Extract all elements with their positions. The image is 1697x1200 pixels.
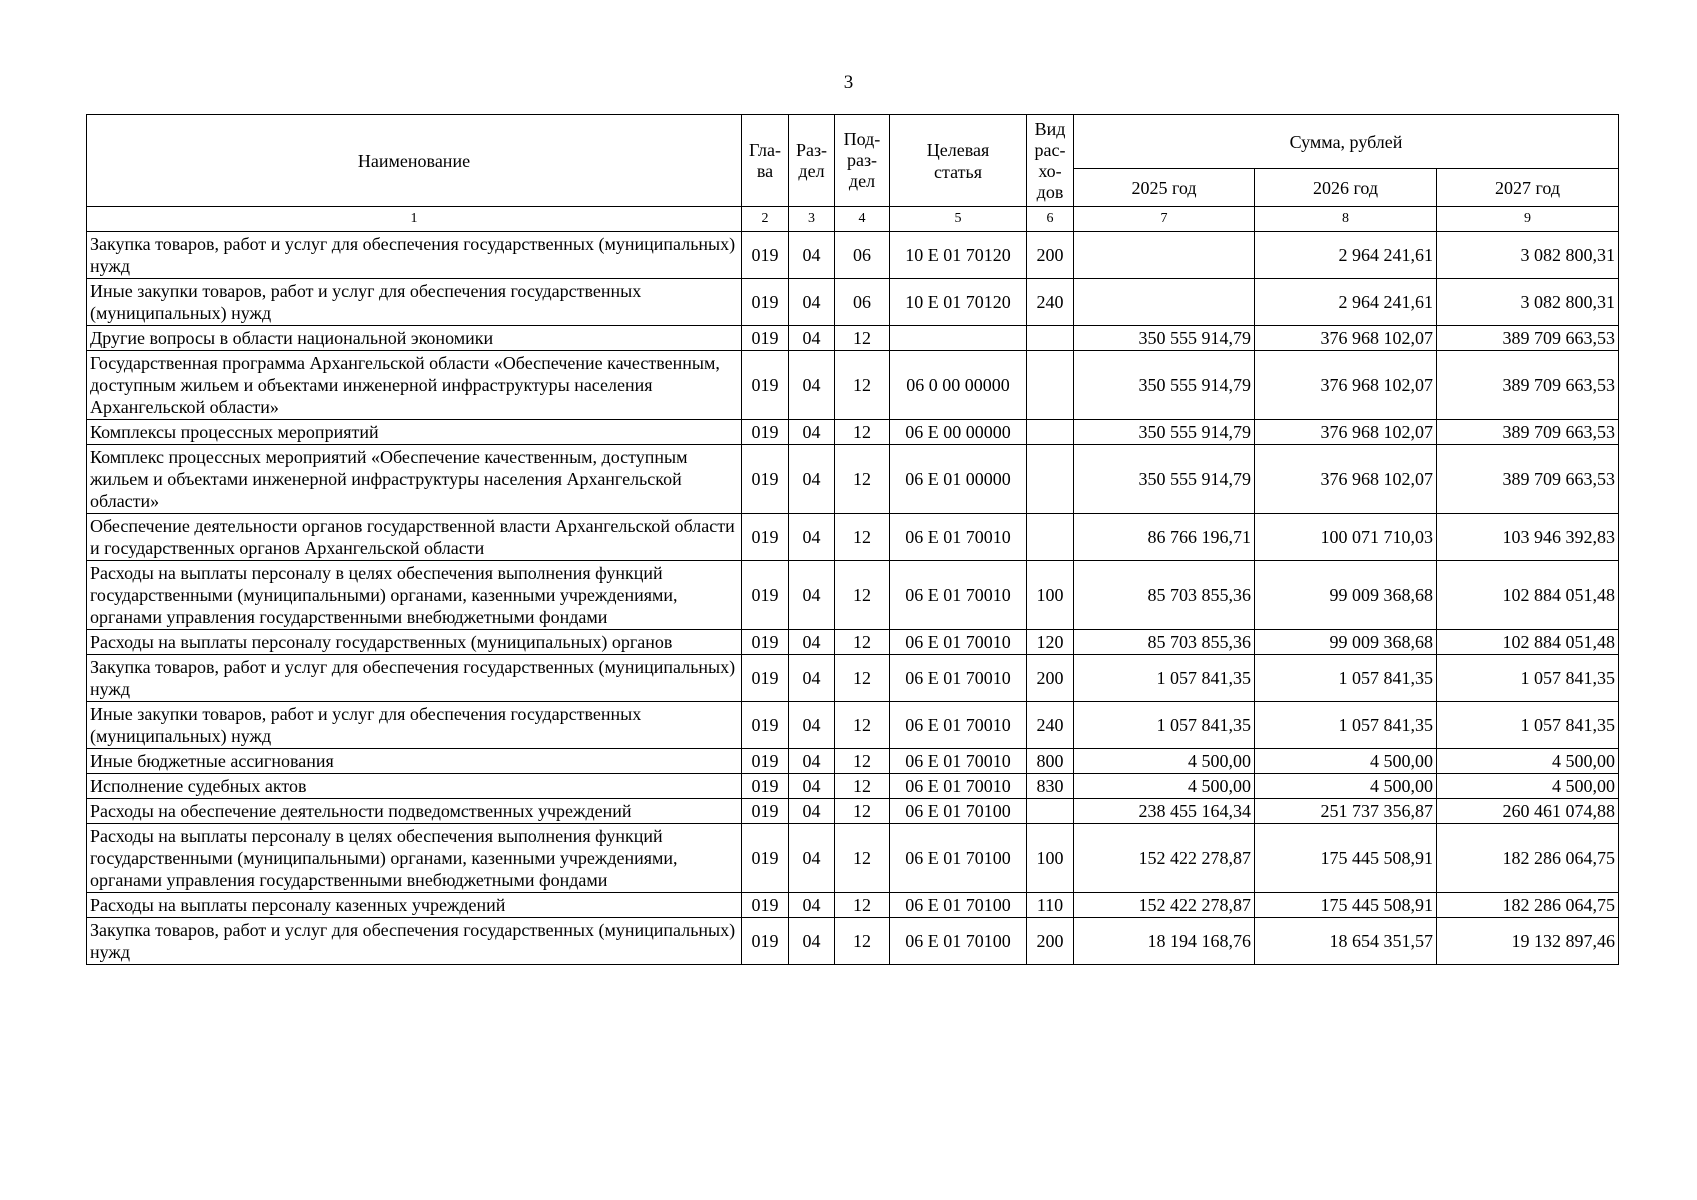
- row-target-article: [890, 326, 1027, 351]
- row-amount-2025: 152 422 278,87: [1074, 893, 1255, 918]
- column-number: 6: [1027, 207, 1074, 232]
- row-amount-2025: 152 422 278,87: [1074, 824, 1255, 893]
- row-amount-2027: 4 500,00: [1437, 749, 1619, 774]
- row-amount-2025: 350 555 914,79: [1074, 326, 1255, 351]
- row-amount-2026: 2 964 241,61: [1255, 279, 1437, 326]
- row-amount-2025: 86 766 196,71: [1074, 514, 1255, 561]
- table-row: [87, 893, 1619, 918]
- row-target-article: 10 Е 01 70120: [890, 232, 1027, 279]
- row-target-article: 06 Е 01 70010: [890, 702, 1027, 749]
- row-amount-2027: 1 057 841,35: [1437, 702, 1619, 749]
- row-amount-2027: 182 286 064,75: [1437, 824, 1619, 893]
- header-section: Раз- дел: [789, 115, 835, 207]
- header-expense-type: Вид рас- хо- дов: [1027, 115, 1074, 207]
- row-amount-2025: 238 455 164,34: [1074, 799, 1255, 824]
- budget-table: [86, 114, 1619, 965]
- row-subsection: 12: [835, 824, 890, 893]
- row-chapter: 019: [742, 824, 789, 893]
- row-name: Расходы на обеспечение деятельности подведомственных учреждений: [87, 799, 742, 824]
- row-name: Иные бюджетные ассигнования: [87, 749, 742, 774]
- row-expense-type: 200: [1027, 655, 1074, 702]
- row-subsection: 12: [835, 774, 890, 799]
- row-amount-2026: 2 964 241,61: [1255, 232, 1437, 279]
- row-amount-2026: 100 071 710,03: [1255, 514, 1437, 561]
- row-name: Другие вопросы в области национальной экономики: [87, 326, 742, 351]
- row-amount-2026: 175 445 508,91: [1255, 824, 1437, 893]
- row-amount-2026: 18 654 351,57: [1255, 918, 1437, 965]
- row-amount-2025: [1074, 279, 1255, 326]
- row-section: 04: [789, 774, 835, 799]
- row-amount-2025: 4 500,00: [1074, 774, 1255, 799]
- row-amount-2025: [1074, 232, 1255, 279]
- row-amount-2027: 182 286 064,75: [1437, 893, 1619, 918]
- row-target-article: 06 Е 01 70010: [890, 749, 1027, 774]
- header-sum: Сумма, рублей: [1074, 115, 1619, 169]
- row-name: Расходы на выплаты персоналу в целях обеспечения выполнения функций государственными (муниципальными) органами, казенными учреждениями, органами управления государственными внебюджетными фондами: [87, 824, 742, 893]
- row-chapter: 019: [742, 420, 789, 445]
- row-subsection: 12: [835, 655, 890, 702]
- table-row: [87, 630, 1619, 655]
- row-amount-2025: 85 703 855,36: [1074, 630, 1255, 655]
- table-row: [87, 799, 1619, 824]
- row-expense-type: 200: [1027, 232, 1074, 279]
- column-number: 4: [835, 207, 890, 232]
- row-expense-type: [1027, 326, 1074, 351]
- table-row: [87, 749, 1619, 774]
- row-subsection: 12: [835, 561, 890, 630]
- row-subsection: 12: [835, 351, 890, 420]
- row-chapter: 019: [742, 445, 789, 514]
- row-chapter: 019: [742, 232, 789, 279]
- row-target-article: 06 Е 01 70010: [890, 774, 1027, 799]
- row-amount-2026: 175 445 508,91: [1255, 893, 1437, 918]
- row-subsection: 12: [835, 749, 890, 774]
- row-chapter: 019: [742, 655, 789, 702]
- row-subsection: 12: [835, 420, 890, 445]
- row-section: 04: [789, 445, 835, 514]
- row-expense-type: 100: [1027, 561, 1074, 630]
- row-subsection: 12: [835, 514, 890, 561]
- row-name: Иные закупки товаров, работ и услуг для обеспечения государственных (муниципальных) нужд: [87, 279, 742, 326]
- row-amount-2026: 99 009 368,68: [1255, 630, 1437, 655]
- column-numbers-row: [87, 207, 1619, 232]
- row-chapter: 019: [742, 918, 789, 965]
- table-row: [87, 561, 1619, 630]
- table-row: [87, 918, 1619, 965]
- row-target-article: 06 Е 01 70010: [890, 514, 1027, 561]
- row-amount-2026: 99 009 368,68: [1255, 561, 1437, 630]
- row-amount-2027: 3 082 800,31: [1437, 232, 1619, 279]
- row-section: 04: [789, 918, 835, 965]
- header-name: Наименование: [87, 115, 742, 207]
- table-row: [87, 702, 1619, 749]
- row-section: 04: [789, 749, 835, 774]
- row-amount-2027: 389 709 663,53: [1437, 420, 1619, 445]
- column-number: 8: [1255, 207, 1437, 232]
- row-expense-type: 200: [1027, 918, 1074, 965]
- row-amount-2027: 3 082 800,31: [1437, 279, 1619, 326]
- row-section: 04: [789, 893, 835, 918]
- row-chapter: 019: [742, 702, 789, 749]
- row-section: 04: [789, 326, 835, 351]
- row-target-article: 06 Е 01 00000: [890, 445, 1027, 514]
- row-amount-2027: 389 709 663,53: [1437, 445, 1619, 514]
- row-target-article: 06 Е 01 70010: [890, 655, 1027, 702]
- row-chapter: 019: [742, 326, 789, 351]
- page-number: 3: [843, 72, 854, 93]
- column-number: 7: [1074, 207, 1255, 232]
- row-amount-2026: 376 968 102,07: [1255, 445, 1437, 514]
- row-target-article: 06 0 00 00000: [890, 351, 1027, 420]
- row-amount-2027: 1 057 841,35: [1437, 655, 1619, 702]
- row-name: Комплексы процессных мероприятий: [87, 420, 742, 445]
- row-expense-type: 120: [1027, 630, 1074, 655]
- row-chapter: 019: [742, 279, 789, 326]
- row-subsection: 06: [835, 279, 890, 326]
- row-chapter: 019: [742, 351, 789, 420]
- row-subsection: 12: [835, 918, 890, 965]
- row-target-article: 06 Е 01 70010: [890, 561, 1027, 630]
- row-amount-2026: 376 968 102,07: [1255, 420, 1437, 445]
- row-chapter: 019: [742, 630, 789, 655]
- row-target-article: 06 Е 01 70010: [890, 630, 1027, 655]
- table-row: [87, 514, 1619, 561]
- header-target-article: Целевая статья: [890, 115, 1027, 207]
- row-subsection: 06: [835, 232, 890, 279]
- table-body: [87, 232, 1619, 965]
- header-year-2025: 2025 год: [1074, 169, 1255, 207]
- row-section: 04: [789, 630, 835, 655]
- row-section: 04: [789, 351, 835, 420]
- row-expense-type: [1027, 514, 1074, 561]
- row-chapter: 019: [742, 799, 789, 824]
- row-amount-2026: 4 500,00: [1255, 749, 1437, 774]
- row-expense-type: 100: [1027, 824, 1074, 893]
- row-section: 04: [789, 824, 835, 893]
- row-amount-2027: 103 946 392,83: [1437, 514, 1619, 561]
- row-amount-2027: 4 500,00: [1437, 774, 1619, 799]
- row-amount-2026: 1 057 841,35: [1255, 702, 1437, 749]
- row-subsection: 12: [835, 702, 890, 749]
- row-section: 04: [789, 799, 835, 824]
- column-number: 5: [890, 207, 1027, 232]
- row-chapter: 019: [742, 749, 789, 774]
- column-number: 9: [1437, 207, 1619, 232]
- row-section: 04: [789, 279, 835, 326]
- row-name: Закупка товаров, работ и услуг для обеспечения государственных (муниципальных) нужд: [87, 232, 742, 279]
- row-amount-2027: 389 709 663,53: [1437, 351, 1619, 420]
- row-section: 04: [789, 514, 835, 561]
- row-amount-2025: 350 555 914,79: [1074, 420, 1255, 445]
- table-row: [87, 351, 1619, 420]
- row-target-article: 06 Е 00 00000: [890, 420, 1027, 445]
- row-name: Исполнение судебных актов: [87, 774, 742, 799]
- row-subsection: 12: [835, 630, 890, 655]
- row-name: Расходы на выплаты персоналу в целях обеспечения выполнения функций государственными (муниципальными) органами, казенными учреждениями, органами управления государственными внебюджетными фондами: [87, 561, 742, 630]
- row-section: 04: [789, 655, 835, 702]
- row-amount-2027: 102 884 051,48: [1437, 561, 1619, 630]
- row-amount-2027: 260 461 074,88: [1437, 799, 1619, 824]
- row-amount-2027: 19 132 897,46: [1437, 918, 1619, 965]
- row-subsection: 12: [835, 326, 890, 351]
- table-row: [87, 824, 1619, 893]
- row-amount-2026: 251 737 356,87: [1255, 799, 1437, 824]
- row-expense-type: [1027, 351, 1074, 420]
- row-amount-2026: 376 968 102,07: [1255, 326, 1437, 351]
- row-chapter: 019: [742, 774, 789, 799]
- row-amount-2027: 389 709 663,53: [1437, 326, 1619, 351]
- column-number: 2: [742, 207, 789, 232]
- row-name: Иные закупки товаров, работ и услуг для обеспечения государственных (муниципальных) нужд: [87, 702, 742, 749]
- row-name: Комплекс процессных мероприятий «Обеспечение качественным, доступным жильем и объектами инженерной инфраструктуры населения Архангельской области»: [87, 445, 742, 514]
- row-name: Расходы на выплаты персоналу государственных (муниципальных) органов: [87, 630, 742, 655]
- header-year-2026: 2026 год: [1255, 169, 1437, 207]
- row-section: 04: [789, 702, 835, 749]
- row-target-article: 06 Е 01 70100: [890, 824, 1027, 893]
- column-number: 1: [87, 207, 742, 232]
- row-amount-2025: 1 057 841,35: [1074, 655, 1255, 702]
- row-section: 04: [789, 561, 835, 630]
- row-subsection: 12: [835, 445, 890, 514]
- row-chapter: 019: [742, 893, 789, 918]
- row-expense-type: 240: [1027, 702, 1074, 749]
- column-number: 3: [789, 207, 835, 232]
- row-amount-2026: 1 057 841,35: [1255, 655, 1437, 702]
- row-target-article: 06 Е 01 70100: [890, 893, 1027, 918]
- row-expense-type: [1027, 799, 1074, 824]
- header-year-2027: 2027 год: [1437, 169, 1619, 207]
- table-row: [87, 445, 1619, 514]
- table-row: [87, 232, 1619, 279]
- table-row: [87, 420, 1619, 445]
- row-expense-type: 110: [1027, 893, 1074, 918]
- table-row: [87, 774, 1619, 799]
- header-subsection: Под- раз- дел: [835, 115, 890, 207]
- row-target-article: 10 Е 01 70120: [890, 279, 1027, 326]
- row-target-article: 06 Е 01 70100: [890, 918, 1027, 965]
- row-name: Закупка товаров, работ и услуг для обеспечения государственных (муниципальных) нужд: [87, 655, 742, 702]
- row-amount-2025: 4 500,00: [1074, 749, 1255, 774]
- row-amount-2027: 102 884 051,48: [1437, 630, 1619, 655]
- table-row: [87, 655, 1619, 702]
- row-expense-type: 240: [1027, 279, 1074, 326]
- header-chapter: Гла- ва: [742, 115, 789, 207]
- row-name: Расходы на выплаты персоналу казенных учреждений: [87, 893, 742, 918]
- table-row: [87, 279, 1619, 326]
- row-expense-type: [1027, 420, 1074, 445]
- row-subsection: 12: [835, 893, 890, 918]
- row-amount-2025: 350 555 914,79: [1074, 351, 1255, 420]
- row-expense-type: 830: [1027, 774, 1074, 799]
- row-target-article: 06 Е 01 70100: [890, 799, 1027, 824]
- row-name: Закупка товаров, работ и услуг для обеспечения государственных (муниципальных) нужд: [87, 918, 742, 965]
- row-amount-2026: 4 500,00: [1255, 774, 1437, 799]
- row-section: 04: [789, 420, 835, 445]
- row-chapter: 019: [742, 514, 789, 561]
- row-amount-2025: 18 194 168,76: [1074, 918, 1255, 965]
- row-chapter: 019: [742, 561, 789, 630]
- row-section: 04: [789, 232, 835, 279]
- table-row: [87, 326, 1619, 351]
- row-amount-2026: 376 968 102,07: [1255, 351, 1437, 420]
- row-subsection: 12: [835, 799, 890, 824]
- row-expense-type: 800: [1027, 749, 1074, 774]
- row-amount-2025: 1 057 841,35: [1074, 702, 1255, 749]
- row-name: Государственная программа Архангельской области «Обеспечение качественным, доступным жильем и объектами инженерной инфраструктуры населения Архангельской области»: [87, 351, 742, 420]
- row-name: Обеспечение деятельности органов государственной власти Архангельской области и государственных органов Архангельской области: [87, 514, 742, 561]
- row-amount-2025: 350 555 914,79: [1074, 445, 1255, 514]
- row-amount-2025: 85 703 855,36: [1074, 561, 1255, 630]
- row-expense-type: [1027, 445, 1074, 514]
